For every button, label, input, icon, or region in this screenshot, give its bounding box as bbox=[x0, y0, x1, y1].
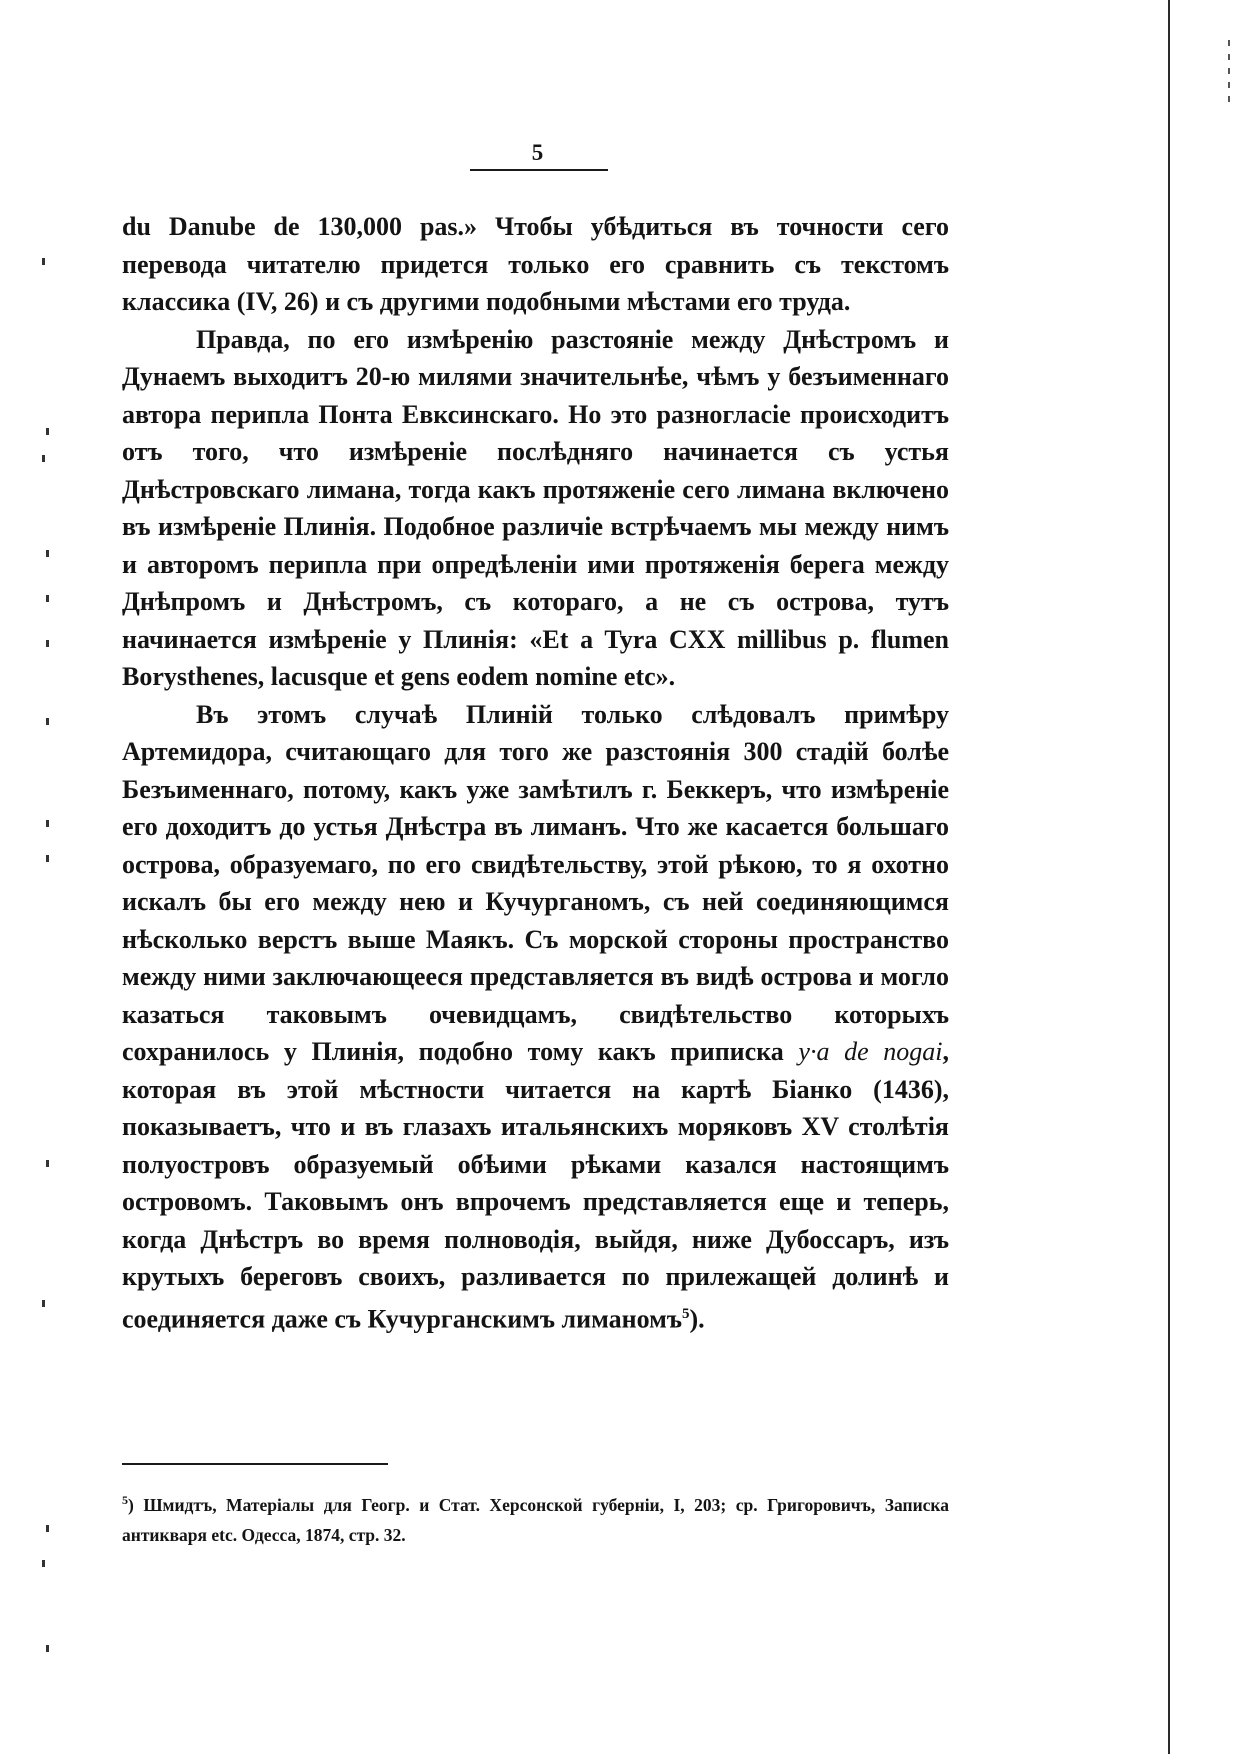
paragraph-3 bbox=[122, 696, 949, 1338]
italic-inscription: y·a de nogai bbox=[798, 1037, 943, 1066]
paragraph-text: Въ этомъ случаѣ Плиній только слѣдовалъ примѣру Артемидора, считающаго для того же разстоянія 300 стадій болѣе Безъименнаго, потому, какъ уже замѣтилъ г. Беккеръ, что измѣреніе его доходитъ до устья Днѣстра въ лиманъ. Что же касается большаго острова, образуемаго, по его свидѣтельству, этой рѣкою, то я охотно искалъ бы его между нею и Кучурганомъ, съ ней соединяющимся нѣсколько верстъ выше Маякъ. Съ морской стороны пространство между ними заключающееся представляется въ видѣ острова и могло казаться таковымъ очевидцамъ, свидѣтельство которыхъ сохранилось у Плинія, подобно тому какъ приписка bbox=[122, 699, 949, 1066]
scan-edge-marks bbox=[1228, 40, 1230, 110]
margin-mark bbox=[42, 258, 45, 265]
margin-mark bbox=[46, 640, 49, 647]
margin-mark bbox=[42, 1300, 45, 1307]
margin-mark bbox=[42, 1560, 45, 1567]
margin-mark bbox=[46, 855, 49, 862]
margin-mark bbox=[46, 550, 49, 557]
footnote-rule bbox=[122, 1463, 388, 1465]
book-spine-edge bbox=[1168, 0, 1170, 1754]
main-text bbox=[122, 208, 949, 1338]
margin-mark bbox=[46, 428, 49, 435]
page-number: 5 bbox=[531, 140, 544, 165]
margin-mark bbox=[42, 455, 45, 462]
paragraph-tail: ). bbox=[689, 1304, 705, 1334]
margin-mark bbox=[46, 1160, 49, 1167]
margin-mark bbox=[46, 1525, 49, 1532]
margin-mark bbox=[46, 820, 49, 827]
margin-mark bbox=[46, 595, 49, 602]
paragraph-text-continued: , которая въ этой мѣстности читается на картѣ Біанко (1436), показываетъ, что и въ глазахъ итальянскихъ моряковъ XV столѣтія полуостровъ образуемый обѣими рѣками казался настоящимъ островомъ. Таковымъ онъ впрочемъ представляется еще и теперь, когда Днѣстръ во время полноводія, выйдя, ниже Дубоссаръ, изъ крутыхъ береговъ своихъ, разливается по прилежащей долинѣ и соединяется даже съ Кучурганскимъ лиманомъ bbox=[122, 1037, 949, 1334]
footnote-text: ) Шмидтъ, Матеріалы для Геогр. и Стат. Херсонской губерніи, I, 203; ср. Григоровичъ, Записка антикваря etc. Одесса, 1874, стр. 32. bbox=[122, 1494, 949, 1545]
header-rule bbox=[470, 169, 608, 171]
footnote-reference: 5 bbox=[682, 1305, 690, 1322]
paragraph-text: du Danube de 130,000 pas.» Чтобы убѣдиться въ точности сего перевода читателю придется только его сравнить съ текстомъ классика (IV, 26) и съ другими подобными мѣстами его труда. bbox=[122, 212, 949, 316]
footnote-marker: 5 bbox=[122, 1493, 128, 1507]
paragraph-1 bbox=[122, 208, 949, 321]
footnote bbox=[122, 1485, 949, 1550]
paragraph-2 bbox=[122, 321, 949, 696]
margin-mark bbox=[46, 1645, 49, 1652]
paragraph-text: Правда, по его измѣренію разстояніе между Днѣстромъ и Дунаемъ выходитъ 20-ю милями значительнѣе, чѣмъ у безъименнаго автора перипла Понта Евксинскаго. Но это разногласіе происходитъ отъ того, что измѣреніе послѣдняго начинается съ устья Днѣстровскаго лимана, тогда какъ протяженіе сего лимана включено въ измѣреніе Плинія. Подобное различіе встрѣчаемъ мы между нимъ и авторомъ перипла при опредѣленіи ими протяженія берега между Днѣпромъ и Днѣстромъ, съ котораго, а не съ острова, тутъ начинается измѣреніе у Плинія: «Et a Tyra CXX millibus p. flumen Borysthenes, lacusque et gens eodem nomine etc». bbox=[122, 324, 949, 691]
margin-mark bbox=[46, 718, 49, 725]
